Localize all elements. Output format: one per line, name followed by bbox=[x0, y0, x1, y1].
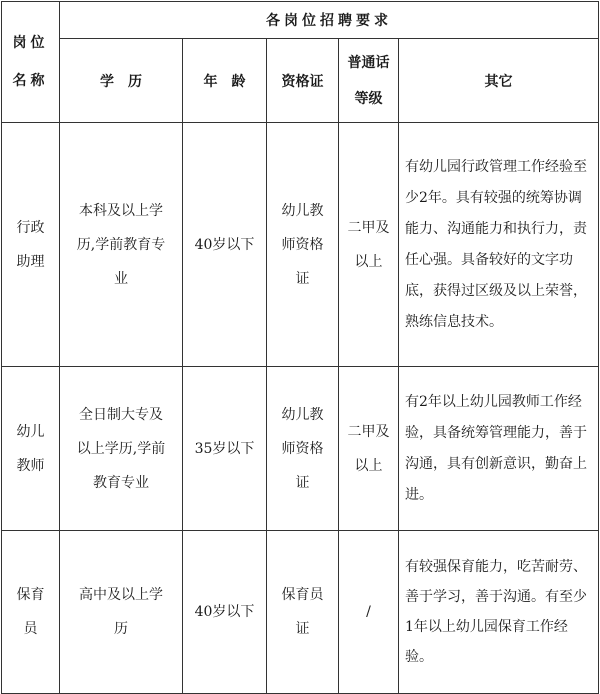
row-mandarin: / bbox=[339, 531, 399, 694]
row-age: 35岁以下 bbox=[183, 367, 267, 531]
row-education: 高中及以上学 历 bbox=[60, 531, 183, 694]
row-certificate: 保育员 证 bbox=[267, 531, 339, 694]
row-age: 40岁以下 bbox=[183, 531, 267, 694]
row-other: 有较强保育能力，吃苦耐劳、善于学习，善于沟通。有至少1年以上幼儿园保育工作经验。 bbox=[399, 531, 599, 694]
row-other: 有幼儿园行政管理工作经验至少2年。具有较强的统筹协调能力、沟通能力和执行力，责任心强。具备较好的文字功底，获得过区级及以上荣誉，熟练信息技术。 bbox=[399, 123, 599, 367]
header-row bbox=[2, 39, 599, 123]
row-education: 本科及以上学 历,学前教育专 业 bbox=[60, 123, 183, 367]
header-certificate: 资格证 bbox=[267, 39, 339, 123]
row-certificate: 幼儿教 师资格 证 bbox=[267, 123, 339, 367]
row-certificate: 幼儿教 师资格 证 bbox=[267, 367, 339, 531]
table-row bbox=[2, 531, 599, 694]
table-title: 各岗位招聘要求 bbox=[60, 2, 599, 39]
row-position: 幼儿 教师 bbox=[2, 367, 60, 531]
header-mandarin: 普通话 等级 bbox=[339, 39, 399, 123]
header-education: 学 历 bbox=[60, 39, 183, 123]
row-age: 40岁以下 bbox=[183, 123, 267, 367]
header-other: 其它 bbox=[399, 39, 599, 123]
row-education: 全日制大专及 以上学历,学前 教育专业 bbox=[60, 367, 183, 531]
row-position: 行政 助理 bbox=[2, 123, 60, 367]
row-position: 保育 员 bbox=[2, 531, 60, 694]
row-other: 有2年以上幼儿园教师工作经验，具备统筹管理能力，善于沟通，具有创新意识，勤奋上进。 bbox=[399, 367, 599, 531]
header-position: 岗位 名称 bbox=[2, 2, 60, 123]
table-title-row bbox=[2, 2, 599, 39]
row-mandarin: 二甲及 以上 bbox=[339, 367, 399, 531]
header-age: 年 龄 bbox=[183, 39, 267, 123]
recruitment-requirements-table bbox=[1, 1, 599, 694]
table-row bbox=[2, 123, 599, 367]
row-mandarin: 二甲及 以上 bbox=[339, 123, 399, 367]
table-row bbox=[2, 367, 599, 531]
